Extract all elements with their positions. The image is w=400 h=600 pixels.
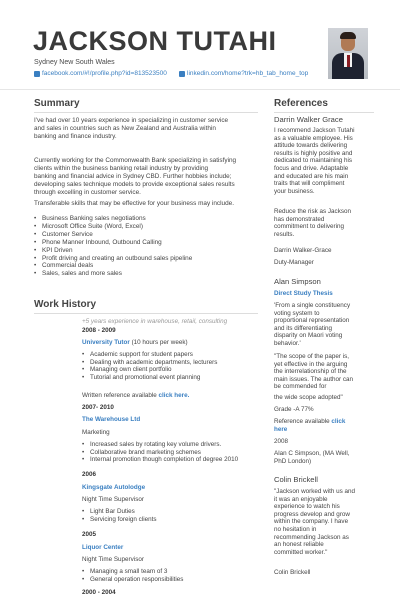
list-item: • Dealing with academic departments, lecturers	[82, 359, 217, 367]
quote-line: within the company. I have	[274, 518, 349, 526]
list-item: • Academic support for student papers	[82, 351, 217, 359]
job-employer: Kingsgate Autolodge	[82, 484, 146, 491]
photo-hair	[340, 32, 356, 39]
linkedin-link[interactable]	[179, 70, 308, 77]
reference-availability	[274, 418, 345, 426]
reference-link[interactable]: here	[274, 426, 288, 433]
skills-list	[34, 215, 192, 278]
candidate-name: JACKSON TUTAHI	[33, 26, 277, 56]
signoff-line: PhD London)	[274, 457, 312, 465]
quote-line: attitude towards delivering	[274, 142, 348, 150]
quote-line: traits that will compliment	[274, 180, 345, 188]
quote-line: experience to watch his	[274, 503, 340, 511]
list-item: • Internal promotion though completion of degree 2010	[82, 456, 238, 464]
candidate-location: Sydney New South Wales	[34, 59, 115, 66]
quote-line: "Jackson worked with us and	[274, 488, 355, 495]
reference-name: Colin Brickell	[274, 475, 318, 484]
quote-line: dedicated to maintaining his	[274, 157, 353, 165]
summary-heading: Summary	[34, 98, 80, 109]
list-item: • Customer Service	[34, 231, 192, 239]
quote-line: yet effective in the arguing	[274, 360, 348, 368]
list-item: • Profit driving and creating an outbound sales pipeline	[34, 255, 192, 263]
job-dates: 2006	[82, 471, 97, 478]
job-duties	[82, 351, 217, 381]
reference-text: Written reference available	[82, 392, 159, 399]
job-dates: 2005	[82, 531, 97, 538]
reference-year: 2008	[274, 438, 289, 445]
quote-line: Reduce the risk as Jackson	[274, 208, 351, 215]
summary-line: banking and financial advice in Sydney CBD. Further hobbies include;	[34, 172, 232, 180]
list-item: • Tutorial and promotional event planning	[82, 374, 217, 382]
signoff-line: Alan C Simpson, (MA Well,	[274, 450, 350, 457]
facebook-link[interactable]	[34, 70, 167, 77]
summary-line: through excelling in customer service.	[34, 188, 141, 196]
job-employer: Liquor Center	[82, 544, 124, 551]
reference-quote	[274, 127, 355, 195]
quote-line: results is highly positive and	[274, 149, 353, 157]
quote-line: has demonstrated	[274, 215, 325, 223]
quote-line: no hesitation in	[274, 525, 317, 533]
header-divider	[0, 89, 400, 90]
facebook-link-text[interactable]: facebook.com/#!/profile.php?id=813523500	[42, 70, 167, 77]
quote-line: proportional representation	[274, 317, 350, 325]
reference-position: Duty-Manager	[274, 259, 314, 266]
job-role: Night Time Supervisor	[82, 556, 144, 563]
reference-signoff	[274, 450, 349, 465]
list-item: • Light Bar Duties	[82, 508, 157, 516]
quote-line: as a valuable employee. His	[274, 134, 353, 142]
photo-tie	[347, 55, 350, 67]
list-item: • Commercial deals	[34, 262, 192, 270]
reference-organization: Direct Study Thesis	[274, 290, 333, 297]
summary-line: banking and finance industry.	[34, 132, 117, 140]
quote-line: recommending Jackson as	[274, 533, 349, 541]
job-note: (10 hours per week)	[129, 339, 188, 346]
reference-quote	[274, 208, 351, 238]
list-item: • Sales, sales and more sales	[34, 270, 192, 278]
summary-line: and sales in countries such as New Zealand and Australia within	[34, 124, 216, 132]
reference-name: Darrin Walker Grace	[274, 115, 343, 124]
summary-line: Currently working for the Commonwealth Bank specializing in satisfying	[34, 157, 237, 164]
reference-quote	[274, 302, 350, 348]
reference-link[interactable]: click here.	[158, 392, 190, 399]
quote-line: progress develop and grow	[274, 510, 350, 518]
job-employer: The Warehouse Ltd	[82, 416, 141, 423]
resume-header	[0, 0, 400, 96]
reference-quote	[274, 488, 355, 556]
facebook-icon	[34, 71, 40, 77]
summary-divider	[34, 112, 258, 113]
reference-grade: Grade -A 77%	[274, 406, 314, 413]
job-duties	[82, 568, 183, 583]
job-dates: 2007- 2010	[82, 404, 114, 411]
list-item: • Business Banking sales negotiations	[34, 215, 192, 223]
job-role: Marketing	[82, 429, 110, 436]
list-item: • Increased sales by rotating key volume drivers.	[82, 441, 238, 449]
quote-line: I recommend Jackson Tutahi	[274, 127, 355, 134]
work-history-heading: Work History	[34, 299, 97, 310]
quote-line: and educated are his main	[274, 172, 349, 180]
quote-line: committed worker."	[274, 548, 328, 556]
quote-line: voting system to	[274, 309, 320, 317]
list-item: • Servicing foreign clients	[82, 516, 157, 524]
linkedin-icon	[179, 71, 185, 77]
summary-paragraph-3: Transferable skills that may be effective for your business may include.	[34, 200, 234, 207]
quote-line: main issues. The author can	[274, 375, 353, 383]
summary-line: developing sales technique models to provide exceptional sales results	[34, 180, 235, 188]
quote-line: it was an enjoyable	[274, 495, 328, 503]
references-list	[274, 116, 384, 600]
quote-line: results.	[274, 230, 295, 238]
job-duties	[82, 441, 238, 464]
quote-line: "The scope of the paper is,	[274, 353, 350, 360]
work-history-list	[82, 318, 282, 600]
summary-paragraph-1	[34, 117, 228, 141]
quote-line: your business.	[274, 187, 315, 195]
list-item: • KPI Driven	[34, 247, 192, 255]
quote-line: be commended for	[274, 383, 327, 391]
job-employer: University Tutor	[82, 339, 130, 346]
job-title	[82, 339, 188, 347]
list-item: • Managing own client portfolio	[82, 366, 217, 374]
references-divider	[274, 112, 374, 113]
list-item: • General operation responsibilities	[82, 576, 183, 584]
reference-quote	[274, 353, 353, 391]
reference-quote-end: the wide scope adopted"	[274, 394, 343, 401]
quote-line: commitment to delivering	[274, 223, 344, 231]
linkedin-link-text[interactable]: linkedin.com/home?trk=hb_tab_home_top	[187, 70, 309, 77]
list-item: • Microsoft Office Suite (Word, Excel)	[34, 223, 192, 231]
job-duties	[82, 508, 157, 523]
quote-line: behavior.'	[274, 339, 301, 347]
job-dates: 2008 - 2009	[82, 327, 116, 334]
summary-line: I've had over 10 years experience in specializing in customer service	[34, 117, 229, 124]
work-history-intro: +5 years experience in warehouse, retail, consulting	[82, 318, 228, 325]
reference-signoff: Darrin Walker-Grace	[274, 247, 332, 254]
quote-line: and its differentiating	[274, 324, 332, 332]
quote-line: 'From a single constituency	[274, 302, 351, 309]
quote-line: focus and drive. Adaptable	[274, 164, 349, 172]
reference-text: Reference available	[274, 418, 332, 425]
list-item: • Collaborative brand marketing schemes	[82, 449, 238, 457]
summary-paragraph-2	[34, 157, 236, 197]
references-heading: References	[274, 98, 328, 109]
job-dates: 2000 - 2004	[82, 589, 116, 596]
reference-name: Alan Simpson	[274, 277, 321, 286]
work-history-divider	[34, 313, 258, 314]
reference-signoff: Colin Brickell	[274, 569, 311, 576]
quote-line: the interrelationship of the	[274, 368, 347, 376]
quote-line: an honest reliable	[274, 541, 324, 549]
profile-photo	[328, 28, 368, 79]
list-item: • Phone Manner Inbound, Outbound Calling	[34, 239, 192, 247]
reference-link[interactable]: click	[331, 418, 346, 425]
job-reference	[82, 392, 189, 400]
quote-line: disparity on Maori voting	[274, 332, 343, 340]
summary-line: clients within the business banking retail industry by providing	[34, 164, 209, 172]
job-role: Night Time Supervisor	[82, 496, 144, 503]
list-item: • Managing a small team of 3	[82, 568, 183, 576]
